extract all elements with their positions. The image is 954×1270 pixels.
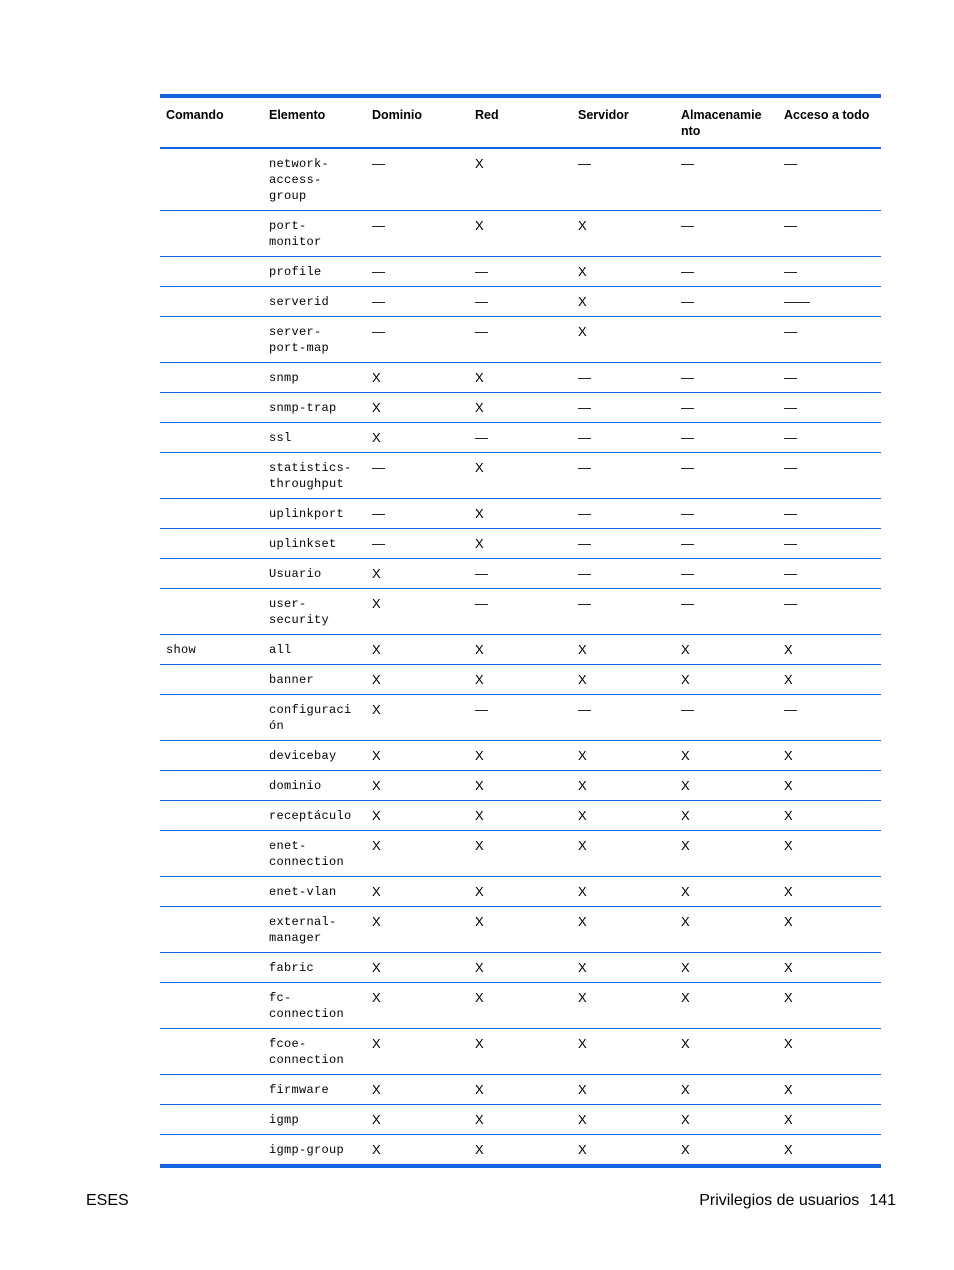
header-almacenamiento: Almacenamie nto bbox=[675, 98, 778, 148]
cell-servidor: X bbox=[572, 287, 675, 317]
cell-comando bbox=[160, 529, 263, 559]
cell-servidor: X bbox=[572, 741, 675, 771]
cell-almacenamiento: X bbox=[675, 877, 778, 907]
cell-red: X bbox=[469, 148, 572, 211]
cell-elemento: fabric bbox=[263, 953, 366, 983]
cell-red: X bbox=[469, 665, 572, 695]
cell-almacenamiento: — bbox=[675, 148, 778, 211]
cell-elemento: devicebay bbox=[263, 741, 366, 771]
cell-servidor: — bbox=[572, 453, 675, 499]
cell-red: X bbox=[469, 529, 572, 559]
cell-dominio: X bbox=[366, 907, 469, 953]
cell-servidor: X bbox=[572, 635, 675, 665]
cell-comando bbox=[160, 1135, 263, 1165]
cell-red: — bbox=[469, 695, 572, 741]
table-row bbox=[160, 1105, 881, 1135]
cell-comando bbox=[160, 953, 263, 983]
cell-elemento: banner bbox=[263, 665, 366, 695]
table-row bbox=[160, 801, 881, 831]
cell-dominio: — bbox=[366, 453, 469, 499]
cell-dominio: X bbox=[366, 665, 469, 695]
cell-acceso-a-todo: X bbox=[778, 983, 881, 1029]
cell-servidor: — bbox=[572, 529, 675, 559]
table-row bbox=[160, 363, 881, 393]
cell-acceso-a-todo: — bbox=[778, 423, 881, 453]
cell-red: X bbox=[469, 453, 572, 499]
cell-comando bbox=[160, 499, 263, 529]
cell-servidor: X bbox=[572, 907, 675, 953]
table-row bbox=[160, 695, 881, 741]
cell-elemento: user- security bbox=[263, 589, 366, 635]
cell-acceso-a-todo: X bbox=[778, 741, 881, 771]
cell-acceso-a-todo: — bbox=[778, 148, 881, 211]
cell-red: — bbox=[469, 559, 572, 589]
cell-almacenamiento: — bbox=[675, 257, 778, 287]
cell-almacenamiento: X bbox=[675, 635, 778, 665]
cell-comando bbox=[160, 317, 263, 363]
cell-dominio: X bbox=[366, 741, 469, 771]
cell-elemento: igmp-group bbox=[269, 1143, 345, 1157]
table-row bbox=[160, 393, 881, 423]
cell-comando bbox=[160, 741, 263, 771]
table-row bbox=[160, 559, 881, 589]
cell-red: X bbox=[469, 983, 572, 1029]
cell-comando bbox=[160, 983, 263, 1029]
cell-comando bbox=[160, 1029, 263, 1075]
cell-almacenamiento: X bbox=[675, 1029, 778, 1075]
cell-dominio: X bbox=[366, 1105, 469, 1135]
cell-dominio: X bbox=[366, 1029, 469, 1075]
cell-almacenamiento bbox=[675, 317, 778, 363]
cell-red: X bbox=[469, 771, 572, 801]
cell-red: X bbox=[469, 363, 572, 393]
cell-servidor: X bbox=[572, 801, 675, 831]
cell-red: X bbox=[469, 907, 572, 953]
cell-elemento: statistics- throughput bbox=[263, 453, 366, 499]
cell-elemento: server- port-map bbox=[263, 317, 366, 363]
cell-elemento: enet-vlan bbox=[263, 877, 366, 907]
table-header-row bbox=[160, 98, 881, 148]
cell-almacenamiento: X bbox=[675, 741, 778, 771]
cell-elemento: ssl bbox=[263, 423, 366, 453]
cell-acceso-a-todo: — bbox=[778, 559, 881, 589]
header-red: Red bbox=[469, 98, 572, 148]
table-row bbox=[160, 741, 881, 771]
footer-page-number: 141 bbox=[869, 1192, 896, 1209]
cell-elemento: snmp bbox=[263, 363, 366, 393]
cell-elemento: uplinkport bbox=[263, 499, 366, 529]
cell-acceso-a-todo: — bbox=[778, 695, 881, 741]
cell-acceso-a-todo: — bbox=[778, 589, 881, 635]
cell-comando bbox=[160, 877, 263, 907]
header-comando: Comando bbox=[160, 98, 263, 148]
cell-acceso-a-todo: X bbox=[778, 635, 881, 665]
cell-dominio: X bbox=[366, 983, 469, 1029]
cell-almacenamiento: X bbox=[675, 907, 778, 953]
cell-dominio: — bbox=[366, 257, 469, 287]
cell-almacenamiento: X bbox=[675, 953, 778, 983]
cell-dominio: — bbox=[366, 211, 469, 257]
cell-red: X bbox=[469, 801, 572, 831]
cell-comando bbox=[160, 453, 263, 499]
cell-acceso-a-todo: X bbox=[784, 1142, 793, 1157]
header-elemento: Elemento bbox=[263, 98, 366, 148]
cell-red: X bbox=[469, 393, 572, 423]
cell-comando bbox=[160, 559, 263, 589]
cell-red: — bbox=[469, 423, 572, 453]
cell-comando bbox=[160, 801, 263, 831]
cell-red: — bbox=[469, 589, 572, 635]
cell-dominio: X bbox=[366, 831, 469, 877]
permissions-table bbox=[160, 98, 881, 1164]
cell-dominio: X bbox=[366, 801, 469, 831]
cell-elemento: igmp bbox=[263, 1105, 366, 1135]
cell-almacenamiento: X bbox=[675, 801, 778, 831]
cell-almacenamiento: X bbox=[675, 831, 778, 877]
cell-comando bbox=[160, 695, 263, 741]
cell-acceso-a-todo: X bbox=[778, 1029, 881, 1075]
cell-dominio: X bbox=[366, 393, 469, 423]
cell-almacenamiento: X bbox=[681, 1142, 690, 1157]
cell-dominio: — bbox=[366, 317, 469, 363]
cell-red: X bbox=[469, 499, 572, 529]
cell-elemento: dominio bbox=[263, 771, 366, 801]
footer-section-title: Privilegios de usuarios bbox=[699, 1192, 860, 1209]
cell-red: X bbox=[469, 1075, 572, 1105]
cell-acceso-a-todo: — bbox=[778, 211, 881, 257]
cell-elemento: profile bbox=[263, 257, 366, 287]
cell-servidor: — bbox=[572, 423, 675, 453]
cell-elemento: enet- connection bbox=[263, 831, 366, 877]
table-row bbox=[160, 499, 881, 529]
cell-servidor: — bbox=[572, 499, 675, 529]
footer-page-info bbox=[699, 1192, 896, 1210]
cell-comando bbox=[160, 363, 263, 393]
table-row bbox=[160, 529, 881, 559]
cell-comando bbox=[160, 771, 263, 801]
cell-acceso-a-todo: — bbox=[778, 529, 881, 559]
cell-acceso-a-todo: — bbox=[778, 393, 881, 423]
cell-acceso-a-todo: X bbox=[778, 801, 881, 831]
cell-almacenamiento: — bbox=[675, 211, 778, 257]
cell-dominio: X bbox=[366, 589, 469, 635]
cell-almacenamiento: — bbox=[675, 363, 778, 393]
cell-comando: show bbox=[160, 635, 263, 665]
cell-red: X bbox=[469, 211, 572, 257]
cell-dominio: X bbox=[366, 695, 469, 741]
cell-almacenamiento: X bbox=[675, 1105, 778, 1135]
cell-servidor: X bbox=[572, 1075, 675, 1105]
table-row bbox=[160, 148, 881, 211]
cell-acceso-a-todo: —— bbox=[778, 287, 881, 317]
cell-dominio: X bbox=[366, 635, 469, 665]
table-row bbox=[160, 1135, 881, 1165]
cell-servidor: X bbox=[572, 317, 675, 363]
cell-elemento: network- access- group bbox=[263, 148, 366, 211]
cell-comando bbox=[160, 287, 263, 317]
cell-acceso-a-todo: — bbox=[778, 499, 881, 529]
table-row bbox=[160, 453, 881, 499]
table-row bbox=[160, 317, 881, 363]
cell-red: X bbox=[469, 741, 572, 771]
cell-acceso-a-todo: — bbox=[778, 257, 881, 287]
cell-red: X bbox=[469, 635, 572, 665]
cell-elemento: configuraci ón bbox=[263, 695, 366, 741]
cell-almacenamiento: — bbox=[675, 453, 778, 499]
cell-elemento: port- monitor bbox=[263, 211, 366, 257]
cell-comando bbox=[160, 831, 263, 877]
table-row bbox=[160, 635, 881, 665]
cell-acceso-a-todo: X bbox=[778, 953, 881, 983]
cell-acceso-a-todo: X bbox=[778, 907, 881, 953]
cell-dominio: X bbox=[366, 953, 469, 983]
cell-almacenamiento: X bbox=[675, 771, 778, 801]
cell-acceso-a-todo: X bbox=[778, 1105, 881, 1135]
cell-almacenamiento: — bbox=[675, 423, 778, 453]
table-row bbox=[160, 953, 881, 983]
cell-elemento: snmp-trap bbox=[263, 393, 366, 423]
cell-almacenamiento: — bbox=[675, 559, 778, 589]
cell-almacenamiento: X bbox=[675, 665, 778, 695]
cell-elemento: fc- connection bbox=[263, 983, 366, 1029]
cell-acceso-a-todo: X bbox=[778, 665, 881, 695]
cell-dominio: X bbox=[366, 771, 469, 801]
cell-servidor: X bbox=[578, 1142, 587, 1157]
cell-servidor: X bbox=[572, 831, 675, 877]
cell-elemento: Usuario bbox=[263, 559, 366, 589]
cell-comando bbox=[160, 423, 263, 453]
table-row bbox=[160, 257, 881, 287]
cell-almacenamiento: — bbox=[675, 393, 778, 423]
cell-elemento: firmware bbox=[263, 1075, 366, 1105]
header-dominio: Dominio bbox=[366, 98, 469, 148]
cell-elemento: uplinkset bbox=[263, 529, 366, 559]
cell-red: X bbox=[469, 1029, 572, 1075]
header-acceso-a-todo: Acceso a todo bbox=[778, 98, 881, 148]
cell-almacenamiento: — bbox=[675, 589, 778, 635]
cell-servidor: — bbox=[572, 559, 675, 589]
cell-comando bbox=[160, 665, 263, 695]
table-row bbox=[160, 1029, 881, 1075]
cell-servidor: — bbox=[572, 393, 675, 423]
cell-comando bbox=[160, 589, 263, 635]
table-row bbox=[160, 877, 881, 907]
cell-almacenamiento: X bbox=[675, 1075, 778, 1105]
cell-servidor: X bbox=[572, 771, 675, 801]
cell-acceso-a-todo: X bbox=[778, 877, 881, 907]
footer-locale: ESES bbox=[86, 1192, 129, 1209]
cell-elemento: receptáculo bbox=[263, 801, 366, 831]
cell-servidor: X bbox=[572, 983, 675, 1029]
cell-comando bbox=[160, 907, 263, 953]
table-row bbox=[160, 665, 881, 695]
cell-red: X bbox=[469, 877, 572, 907]
cell-dominio: X bbox=[366, 877, 469, 907]
cell-elemento: external- manager bbox=[263, 907, 366, 953]
cell-comando bbox=[160, 211, 263, 257]
cell-elemento: fcoe- connection bbox=[263, 1029, 366, 1075]
cell-comando bbox=[160, 257, 263, 287]
cell-elemento: all bbox=[263, 635, 366, 665]
cell-red: X bbox=[469, 953, 572, 983]
cell-servidor: X bbox=[572, 257, 675, 287]
cell-servidor: — bbox=[572, 363, 675, 393]
cell-dominio: X bbox=[366, 423, 469, 453]
cell-elemento: serverid bbox=[263, 287, 366, 317]
cell-almacenamiento: — bbox=[675, 499, 778, 529]
cell-dominio: X bbox=[372, 1142, 381, 1157]
cell-servidor: — bbox=[572, 695, 675, 741]
cell-acceso-a-todo: — bbox=[778, 317, 881, 363]
permissions-table-container bbox=[160, 94, 881, 1168]
cell-red: X bbox=[475, 1142, 484, 1157]
cell-acceso-a-todo: X bbox=[778, 831, 881, 877]
cell-acceso-a-todo: X bbox=[778, 1075, 881, 1105]
cell-dominio: X bbox=[366, 363, 469, 393]
cell-comando bbox=[160, 1105, 263, 1135]
cell-red: — bbox=[469, 317, 572, 363]
cell-servidor: X bbox=[572, 1105, 675, 1135]
cell-dominio: X bbox=[366, 1075, 469, 1105]
table-row bbox=[160, 831, 881, 877]
cell-servidor: X bbox=[572, 665, 675, 695]
cell-comando bbox=[160, 393, 263, 423]
table-row bbox=[160, 907, 881, 953]
table-row bbox=[160, 771, 881, 801]
cell-comando bbox=[160, 1075, 263, 1105]
cell-almacenamiento: — bbox=[675, 287, 778, 317]
cell-almacenamiento: X bbox=[675, 983, 778, 1029]
table-row bbox=[160, 589, 881, 635]
cell-dominio: — bbox=[366, 529, 469, 559]
table-row bbox=[160, 211, 881, 257]
cell-dominio: — bbox=[366, 287, 469, 317]
cell-red: — bbox=[469, 287, 572, 317]
cell-red: — bbox=[469, 257, 572, 287]
cell-servidor: — bbox=[572, 148, 675, 211]
table-row bbox=[160, 1075, 881, 1105]
cell-acceso-a-todo: X bbox=[778, 771, 881, 801]
cell-acceso-a-todo: — bbox=[778, 363, 881, 393]
table-body bbox=[160, 148, 881, 1164]
cell-red: X bbox=[469, 1105, 572, 1135]
cell-servidor: X bbox=[572, 953, 675, 983]
table-row bbox=[160, 983, 881, 1029]
table-row bbox=[160, 287, 881, 317]
cell-acceso-a-todo: — bbox=[778, 453, 881, 499]
cell-red: X bbox=[469, 831, 572, 877]
table-row bbox=[160, 423, 881, 453]
cell-servidor: X bbox=[572, 1029, 675, 1075]
cell-servidor: X bbox=[572, 211, 675, 257]
cell-almacenamiento: — bbox=[675, 695, 778, 741]
cell-servidor: — bbox=[572, 589, 675, 635]
header-servidor: Servidor bbox=[572, 98, 675, 148]
cell-almacenamiento: — bbox=[675, 529, 778, 559]
cell-servidor: X bbox=[572, 877, 675, 907]
cell-dominio: X bbox=[366, 559, 469, 589]
cell-dominio: — bbox=[366, 499, 469, 529]
cell-comando bbox=[160, 148, 263, 211]
cell-dominio: — bbox=[366, 148, 469, 211]
